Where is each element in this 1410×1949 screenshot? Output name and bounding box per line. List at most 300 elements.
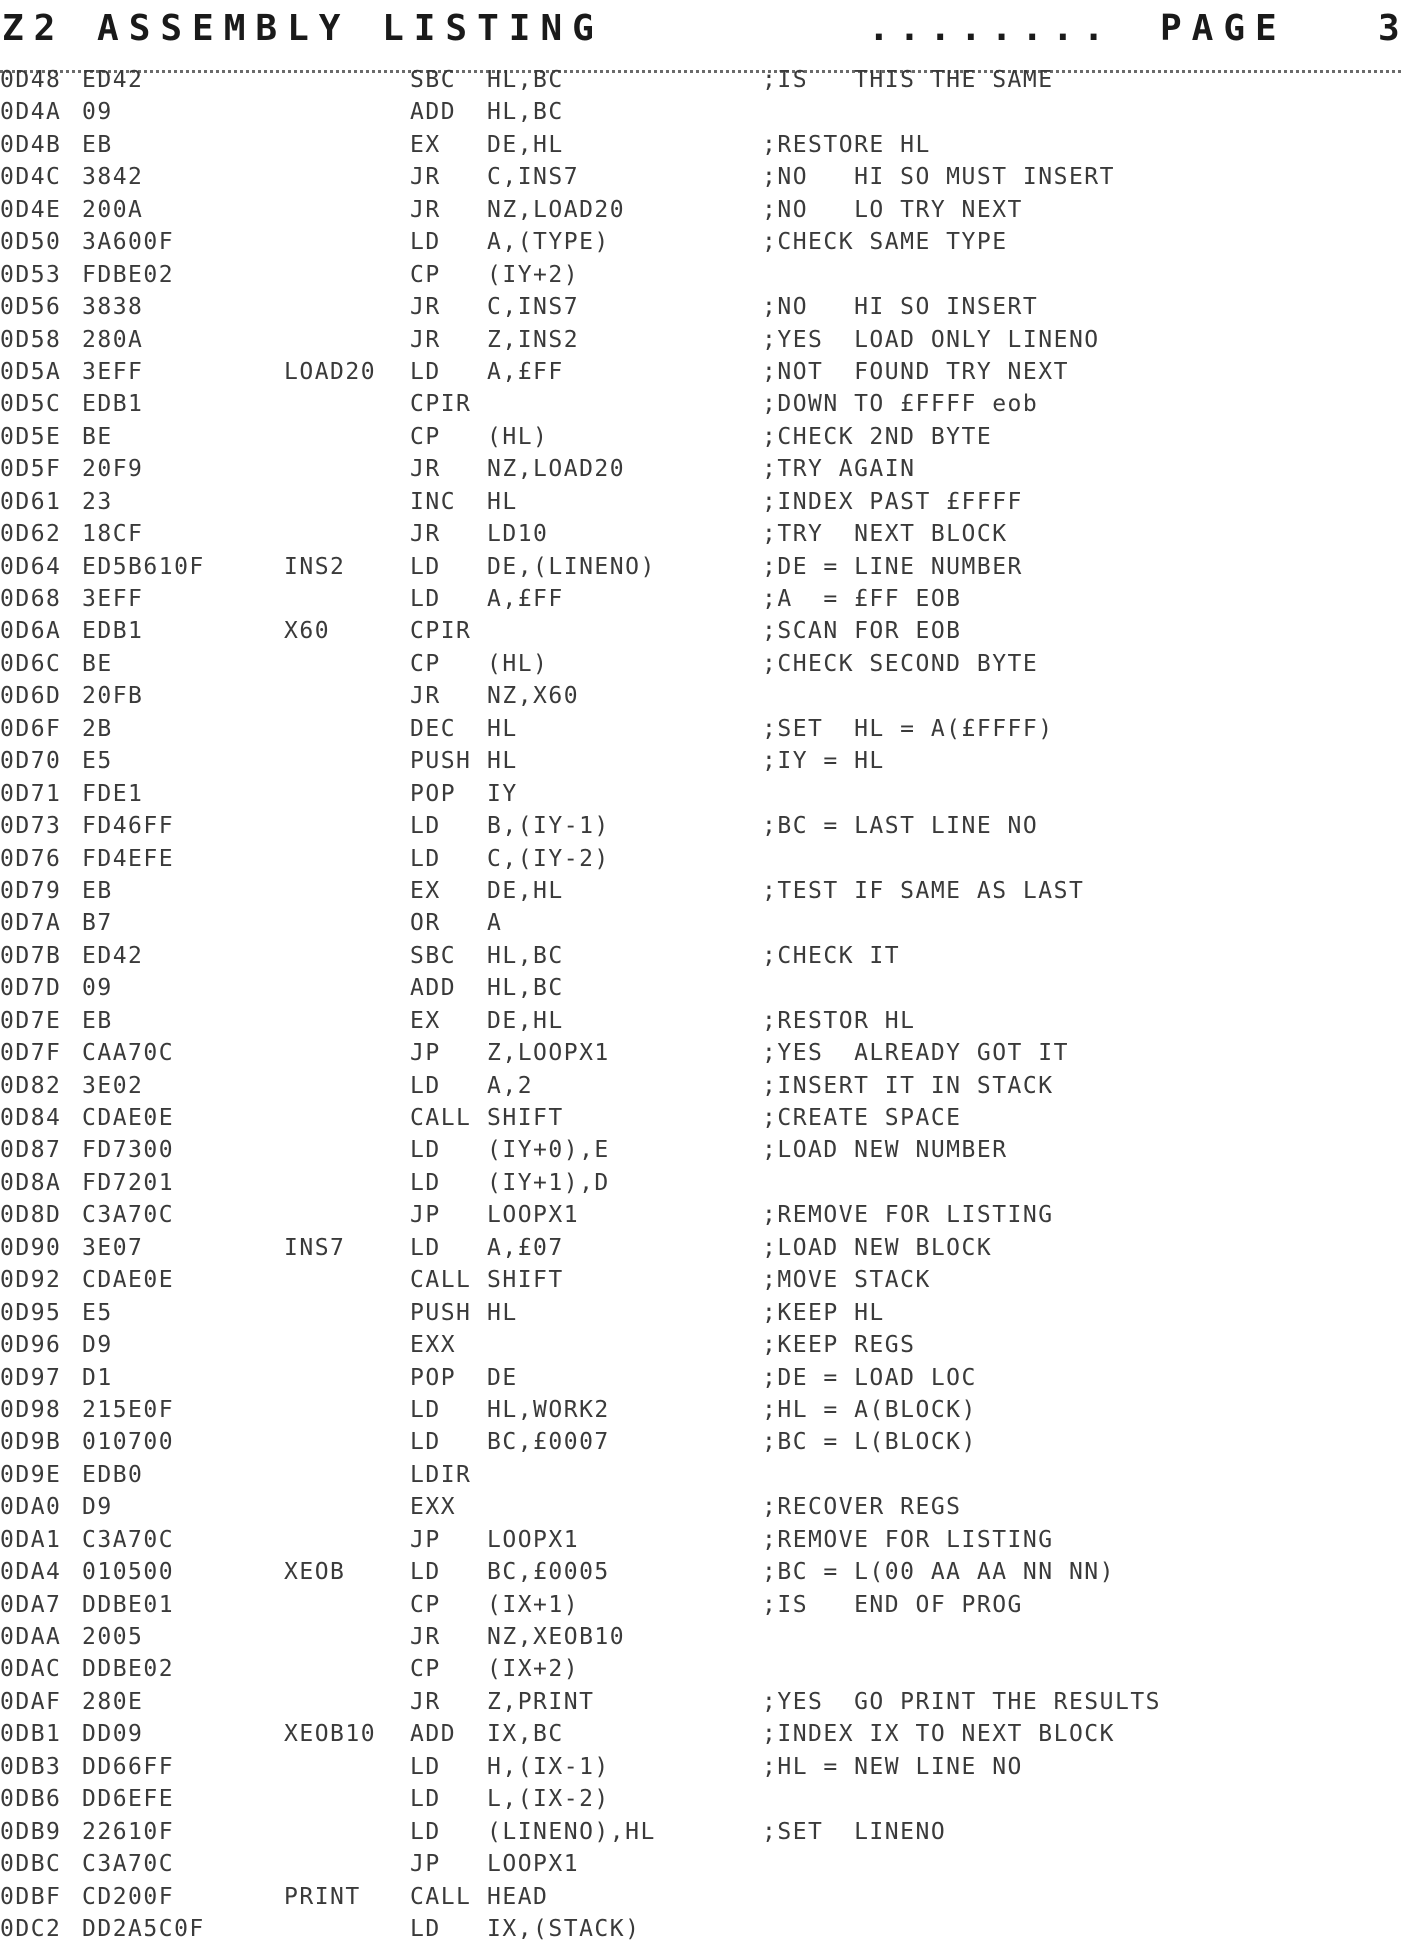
listing-line: [0, 388, 1401, 420]
line-machine-code: CDAE0E: [82, 1267, 175, 1294]
line-address: 0D98: [0, 1396, 62, 1423]
listing-line: [0, 1102, 1401, 1134]
line-comment: ;NO LO TRY NEXT: [762, 196, 1023, 223]
line-operands: HL: [487, 1299, 518, 1326]
line-opcode: LD: [410, 1137, 441, 1164]
line-machine-code: EB: [82, 877, 113, 904]
line-opcode: LD: [410, 1169, 441, 1196]
line-address: 0D56: [0, 294, 62, 321]
line-comment: ;INDEX IX TO NEXT BLOCK: [762, 1721, 1115, 1748]
line-opcode: ADD: [410, 1721, 457, 1748]
line-comment: ;BC = L(00 AA AA NN NN): [762, 1559, 1115, 1586]
listing-line: [0, 1653, 1401, 1685]
line-operands: B,(IY-1): [487, 813, 610, 840]
listing-line: [0, 1167, 1401, 1199]
line-opcode: SBC: [410, 67, 457, 93]
listing-line: [0, 972, 1401, 1004]
listing-line: [0, 1881, 1401, 1913]
line-operands: (HL): [487, 650, 549, 677]
line-operands: (IX+1): [487, 1591, 580, 1618]
line-address: 0D4E: [0, 196, 62, 223]
line-machine-code: D9: [82, 1332, 113, 1359]
listing-title: Z2 ASSEMBLY LISTING: [2, 8, 604, 49]
line-operands: Z,PRINT: [487, 1688, 595, 1715]
line-opcode: JP: [410, 1040, 441, 1067]
line-opcode: EXX: [410, 1494, 457, 1521]
line-comment: ;A = £FF EOB: [762, 586, 962, 612]
line-operands: SHIFT: [487, 1267, 564, 1294]
listing-line: [0, 875, 1401, 907]
line-operands: LOOPX1: [487, 1526, 580, 1553]
listing-line: [0, 1297, 1401, 1329]
line-address: 0D7B: [0, 942, 62, 969]
line-opcode: EXX: [410, 1332, 457, 1359]
line-opcode: LD: [410, 358, 441, 385]
line-operands: DE,HL: [487, 131, 564, 158]
line-comment: ;RECOVER REGS: [762, 1494, 962, 1521]
line-comment: ;LOAD NEW BLOCK: [762, 1234, 993, 1261]
line-opcode: CP: [410, 1656, 441, 1683]
listing-line: [0, 291, 1401, 323]
line-address: 0D4A: [0, 99, 62, 126]
line-opcode: CPIR: [410, 618, 472, 645]
line-opcode: LDIR: [410, 1461, 472, 1488]
listing-line: [0, 64, 1401, 96]
line-machine-code: 3842: [82, 164, 144, 191]
line-machine-code: 3E02: [82, 1072, 144, 1099]
line-comment: ;YES GO PRINT THE RESULTS: [762, 1688, 1162, 1715]
line-opcode: LD: [410, 1753, 441, 1780]
line-machine-code: 2B: [82, 715, 113, 742]
line-operands: LD10: [487, 521, 549, 548]
line-operands: IX,(STACK): [487, 1915, 641, 1942]
line-opcode: LD: [410, 553, 441, 580]
line-operands: HL,BC: [487, 99, 564, 126]
line-operands: NZ,LOAD20: [487, 456, 626, 483]
line-opcode: LD: [410, 1915, 441, 1942]
line-operands: (HL): [487, 423, 549, 450]
line-address: 0DA0: [0, 1494, 62, 1521]
page-header: [0, 0, 1410, 60]
line-comment: ;DE = LOAD LOC: [762, 1364, 977, 1391]
line-comment: ;REMOVE FOR LISTING: [762, 1526, 1054, 1553]
line-machine-code: E5: [82, 1299, 113, 1326]
line-comment: ;SET LINENO: [762, 1818, 947, 1845]
line-address: 0D7E: [0, 1007, 62, 1034]
line-comment: ;CHECK SECOND BYTE: [762, 650, 1039, 677]
line-machine-code: FD7201: [82, 1169, 175, 1196]
line-machine-code: CDAE0E: [82, 1105, 175, 1131]
line-label: PRINT: [284, 1883, 361, 1910]
line-machine-code: ED5B610F: [82, 553, 205, 580]
page-label: PAGE: [1160, 8, 1287, 49]
line-address: 0DA4: [0, 1559, 62, 1586]
line-operands: HL,WORK2: [487, 1396, 610, 1423]
line-address: 0D9B: [0, 1429, 62, 1456]
line-comment: ;TEST IF SAME AS LAST: [762, 877, 1085, 904]
line-comment: ;DOWN TO £FFFF eob: [762, 391, 1039, 418]
line-operands: C,(IY-2): [487, 845, 610, 872]
line-operands: Z,INS2: [487, 326, 580, 353]
line-operands: A,2: [487, 1072, 534, 1099]
line-machine-code: ED42: [82, 67, 144, 93]
line-machine-code: FDBE02: [82, 261, 175, 288]
listing-line: [0, 1491, 1401, 1523]
listing-line: [0, 1362, 1401, 1394]
line-opcode: JR: [410, 294, 441, 321]
line-opcode: INC: [410, 488, 457, 515]
line-operands: HL: [487, 715, 518, 742]
line-opcode: EX: [410, 877, 441, 904]
line-operands: DE,HL: [487, 877, 564, 904]
line-address: 0DC2: [0, 1915, 62, 1942]
line-address: 0D6D: [0, 683, 62, 710]
line-comment: ;CHECK IT: [762, 942, 901, 969]
line-machine-code: 200A: [82, 196, 144, 223]
line-opcode: PUSH: [410, 1299, 472, 1326]
listing-line: [0, 1264, 1401, 1296]
line-machine-code: C3A70C: [82, 1851, 175, 1878]
line-address: 0D90: [0, 1234, 62, 1261]
line-machine-code: 20F9: [82, 456, 144, 483]
line-operands: (IY+1),D: [487, 1169, 610, 1196]
line-comment: ;SET HL = A(£FFFF): [762, 715, 1054, 742]
line-address: 0D6F: [0, 715, 62, 742]
line-address: 0D8D: [0, 1202, 62, 1229]
line-machine-code: 010700: [82, 1429, 175, 1456]
line-operands: SHIFT: [487, 1105, 564, 1131]
line-operands: (LINENO),HL: [487, 1818, 656, 1845]
line-operands: HL: [487, 748, 518, 775]
line-address: 0D68: [0, 586, 62, 612]
line-address: 0DA1: [0, 1526, 62, 1553]
line-comment: ;CREATE SPACE: [762, 1105, 962, 1131]
line-comment: ;DE = LINE NUMBER: [762, 553, 1023, 580]
line-comment: ;INSERT IT IN STACK: [762, 1072, 1054, 1099]
line-machine-code: 23: [82, 488, 113, 515]
line-operands: NZ,LOAD20: [487, 196, 626, 223]
line-address: 0D62: [0, 521, 62, 548]
listing-line: [0, 615, 1401, 647]
line-opcode: LD: [410, 1786, 441, 1813]
line-address: 0D61: [0, 488, 62, 515]
listing-line: [0, 680, 1401, 712]
line-opcode: EX: [410, 1007, 441, 1034]
line-comment: ;YES ALREADY GOT IT: [762, 1040, 1069, 1067]
line-address: 0D87: [0, 1137, 62, 1164]
line-opcode: LD: [410, 813, 441, 840]
line-address: 0D71: [0, 780, 62, 807]
line-machine-code: DD66FF: [82, 1753, 175, 1780]
line-machine-code: 09: [82, 975, 113, 1002]
line-machine-code: D9: [82, 1494, 113, 1521]
line-comment: ;CHECK 2ND BYTE: [762, 423, 993, 450]
line-comment: ;SCAN FOR EOB: [762, 618, 962, 645]
listing-line: [0, 1232, 1401, 1264]
line-comment: ;IY = HL: [762, 748, 885, 775]
header-dots: ........: [868, 8, 1114, 49]
line-machine-code: 3EFF: [82, 586, 144, 612]
page-number: 3: [1378, 8, 1410, 49]
line-opcode: CP: [410, 423, 441, 450]
line-opcode: LD: [410, 229, 441, 256]
listing-line: [0, 1394, 1401, 1426]
listing-line: [0, 1005, 1401, 1037]
line-opcode: CALL: [410, 1267, 472, 1294]
line-machine-code: D1: [82, 1364, 113, 1391]
line-machine-code: 215E0F: [82, 1396, 175, 1423]
line-operands: L,(IX-2): [487, 1786, 610, 1813]
listing-line: [0, 194, 1401, 226]
line-address: 0D96: [0, 1332, 62, 1359]
listing-line: [0, 583, 1401, 615]
line-address: 0D9E: [0, 1461, 62, 1488]
line-machine-code: 20FB: [82, 683, 144, 710]
listing-line: [0, 1848, 1401, 1880]
line-machine-code: C3A70C: [82, 1526, 175, 1553]
listing-line: [0, 1621, 1401, 1653]
line-machine-code: 280A: [82, 326, 144, 353]
line-operands: HL,BC: [487, 67, 564, 93]
line-address: 0D53: [0, 261, 62, 288]
line-comment: ;NOT FOUND TRY NEXT: [762, 358, 1069, 385]
listing-line: [0, 745, 1401, 777]
line-address: 0D6A: [0, 618, 62, 645]
line-machine-code: EDB0: [82, 1461, 144, 1488]
line-opcode: JR: [410, 1624, 441, 1650]
line-comment: ;IS THIS THE SAME: [762, 67, 1054, 93]
line-address: 0DAC: [0, 1656, 62, 1683]
line-label: LOAD20: [284, 358, 377, 385]
line-opcode: LD: [410, 845, 441, 872]
line-machine-code: 280E: [82, 1688, 144, 1715]
line-machine-code: CD200F: [82, 1883, 175, 1910]
line-machine-code: 3A600F: [82, 229, 175, 256]
line-opcode: CALL: [410, 1883, 472, 1910]
line-address: 0D48: [0, 67, 62, 93]
line-address: 0D95: [0, 1299, 62, 1326]
line-comment: ;REMOVE FOR LISTING: [762, 1202, 1054, 1229]
listing-line: [0, 486, 1401, 518]
line-comment: ;CHECK SAME TYPE: [762, 229, 1008, 256]
line-machine-code: EDB1: [82, 391, 144, 418]
line-machine-code: EDB1: [82, 618, 144, 645]
listing-line: [0, 96, 1401, 128]
line-operands: A,£FF: [487, 586, 564, 612]
listing-line: [0, 1134, 1401, 1166]
line-comment: ;MOVE STACK: [762, 1267, 931, 1294]
line-comment: ;NO HI SO MUST INSERT: [762, 164, 1115, 191]
line-address: 0D7F: [0, 1040, 62, 1067]
line-comment: ;KEEP REGS: [762, 1332, 916, 1359]
listing-line: [0, 356, 1401, 388]
line-address: 0D5A: [0, 358, 62, 385]
listing-line: [0, 648, 1401, 680]
line-operands: BC,£0007: [487, 1429, 610, 1456]
line-machine-code: DDBE01: [82, 1591, 175, 1618]
listing-line: [0, 226, 1401, 258]
line-machine-code: 18CF: [82, 521, 144, 548]
line-label: INS7: [284, 1234, 346, 1261]
line-address: 0D4C: [0, 164, 62, 191]
listing-line: [0, 1751, 1401, 1783]
listing-line: [0, 843, 1401, 875]
listing-line: [0, 518, 1401, 550]
listing-line: [0, 161, 1401, 193]
listing-line: [0, 1783, 1401, 1815]
line-machine-code: 3EFF: [82, 358, 144, 385]
line-operands: BC,£0005: [487, 1559, 610, 1586]
line-opcode: DEC: [410, 715, 457, 742]
line-address: 0D97: [0, 1364, 62, 1391]
line-opcode: LD: [410, 1429, 441, 1456]
line-address: 0D92: [0, 1267, 62, 1294]
line-address: 0D79: [0, 877, 62, 904]
listing-line: [0, 421, 1401, 453]
line-machine-code: FD4EFE: [82, 845, 175, 872]
line-operands: A,£07: [487, 1234, 564, 1261]
line-address: 0D4B: [0, 131, 62, 158]
line-address: 0D7D: [0, 975, 62, 1002]
listing-line: [0, 1037, 1401, 1069]
line-address: 0D58: [0, 326, 62, 353]
line-operands: (IX+2): [487, 1656, 580, 1683]
line-comment: ;YES LOAD ONLY LINENO: [762, 326, 1100, 353]
line-address: 0DB6: [0, 1786, 62, 1813]
line-address: 0DBC: [0, 1851, 62, 1878]
line-machine-code: EB: [82, 131, 113, 158]
line-opcode: LD: [410, 1072, 441, 1099]
listing-line: [0, 1556, 1401, 1588]
listing-line: [0, 129, 1401, 161]
line-opcode: JR: [410, 456, 441, 483]
line-comment: ;NO HI SO INSERT: [762, 294, 1039, 321]
line-address: 0D76: [0, 845, 62, 872]
line-label: INS2: [284, 553, 346, 580]
line-opcode: CP: [410, 1591, 441, 1618]
line-opcode: CP: [410, 650, 441, 677]
line-operands: HL,BC: [487, 975, 564, 1002]
line-comment: ;IS END OF PROG: [762, 1591, 1023, 1618]
line-comment: ;TRY AGAIN: [762, 456, 916, 483]
line-comment: ;RESTOR HL: [762, 1007, 916, 1034]
line-operands: C,INS7: [487, 294, 580, 321]
line-label: XEOB: [284, 1559, 346, 1586]
line-comment: ;LOAD NEW NUMBER: [762, 1137, 1008, 1164]
line-address: 0D82: [0, 1072, 62, 1099]
listing-line: [0, 453, 1401, 485]
line-address: 0DB1: [0, 1721, 62, 1748]
line-operands: A,£FF: [487, 358, 564, 385]
line-opcode: LD: [410, 1396, 441, 1423]
line-machine-code: DD6EFE: [82, 1786, 175, 1813]
line-machine-code: 010500: [82, 1559, 175, 1586]
line-machine-code: 09: [82, 99, 113, 126]
line-address: 0D5E: [0, 423, 62, 450]
line-machine-code: BE: [82, 650, 113, 677]
line-address: 0D64: [0, 553, 62, 580]
line-machine-code: B7: [82, 910, 113, 937]
line-opcode: OR: [410, 910, 441, 937]
line-machine-code: 22610F: [82, 1818, 175, 1845]
line-operands: DE,(LINENO): [487, 553, 656, 580]
line-opcode: PUSH: [410, 748, 472, 775]
assembly-listing: [0, 64, 1401, 1945]
listing-line: [0, 1816, 1401, 1848]
line-opcode: ADD: [410, 99, 457, 126]
line-comment: ;HL = NEW LINE NO: [762, 1753, 1023, 1780]
listing-line: [0, 940, 1401, 972]
line-address: 0D84: [0, 1105, 62, 1131]
line-operands: A: [487, 910, 503, 937]
line-address: 0D73: [0, 813, 62, 840]
listing-line: [0, 1070, 1401, 1102]
line-address: 0D50: [0, 229, 62, 256]
line-opcode: LD: [410, 1234, 441, 1261]
listing-line: [0, 1913, 1401, 1945]
line-address: 0DAA: [0, 1624, 62, 1650]
line-machine-code: FD46FF: [82, 813, 175, 840]
line-label: XEOB10: [284, 1721, 377, 1748]
line-operands: HEAD: [487, 1883, 549, 1910]
listing-line: [0, 1589, 1401, 1621]
line-operands: Z,LOOPX1: [487, 1040, 610, 1067]
listing-line: [0, 713, 1401, 745]
line-opcode: JR: [410, 521, 441, 548]
line-opcode: POP: [410, 1364, 457, 1391]
line-machine-code: DD2A5C0F: [82, 1915, 205, 1942]
line-address: 0D8A: [0, 1169, 62, 1196]
line-comment: ;INDEX PAST £FFFF: [762, 488, 1023, 515]
line-opcode: LD: [410, 586, 441, 612]
line-address: 0D5F: [0, 456, 62, 483]
line-opcode: CP: [410, 261, 441, 288]
line-address: 0D70: [0, 748, 62, 775]
line-address: 0DA7: [0, 1591, 62, 1618]
line-machine-code: 2005: [82, 1624, 144, 1650]
line-opcode: LD: [410, 1559, 441, 1586]
line-machine-code: CAA70C: [82, 1040, 175, 1067]
line-address: 0DAF: [0, 1688, 62, 1715]
line-opcode: JP: [410, 1851, 441, 1878]
listing-line: [0, 551, 1401, 583]
listing-line: [0, 1718, 1401, 1750]
listing-line: [0, 259, 1401, 291]
line-machine-code: DD09: [82, 1721, 144, 1748]
listing-line: [0, 1426, 1401, 1458]
line-address: 0DBF: [0, 1883, 62, 1910]
listing-line: [0, 1199, 1401, 1231]
line-opcode: JR: [410, 164, 441, 191]
line-machine-code: DDBE02: [82, 1656, 175, 1683]
listing-line: [0, 1686, 1401, 1718]
line-opcode: EX: [410, 131, 441, 158]
line-machine-code: 3838: [82, 294, 144, 321]
line-machine-code: C3A70C: [82, 1202, 175, 1229]
listing-line: [0, 324, 1401, 356]
line-address: 0D7A: [0, 910, 62, 937]
line-operands: H,(IX-1): [487, 1753, 610, 1780]
line-address: 0D5C: [0, 391, 62, 418]
listing-line: [0, 1329, 1401, 1361]
line-opcode: JP: [410, 1202, 441, 1229]
line-operands: DE,HL: [487, 1007, 564, 1034]
line-opcode: JR: [410, 683, 441, 710]
line-machine-code: ED42: [82, 942, 144, 969]
line-operands: A,(TYPE): [487, 229, 610, 256]
line-machine-code: BE: [82, 423, 113, 450]
listing-line: [0, 778, 1401, 810]
